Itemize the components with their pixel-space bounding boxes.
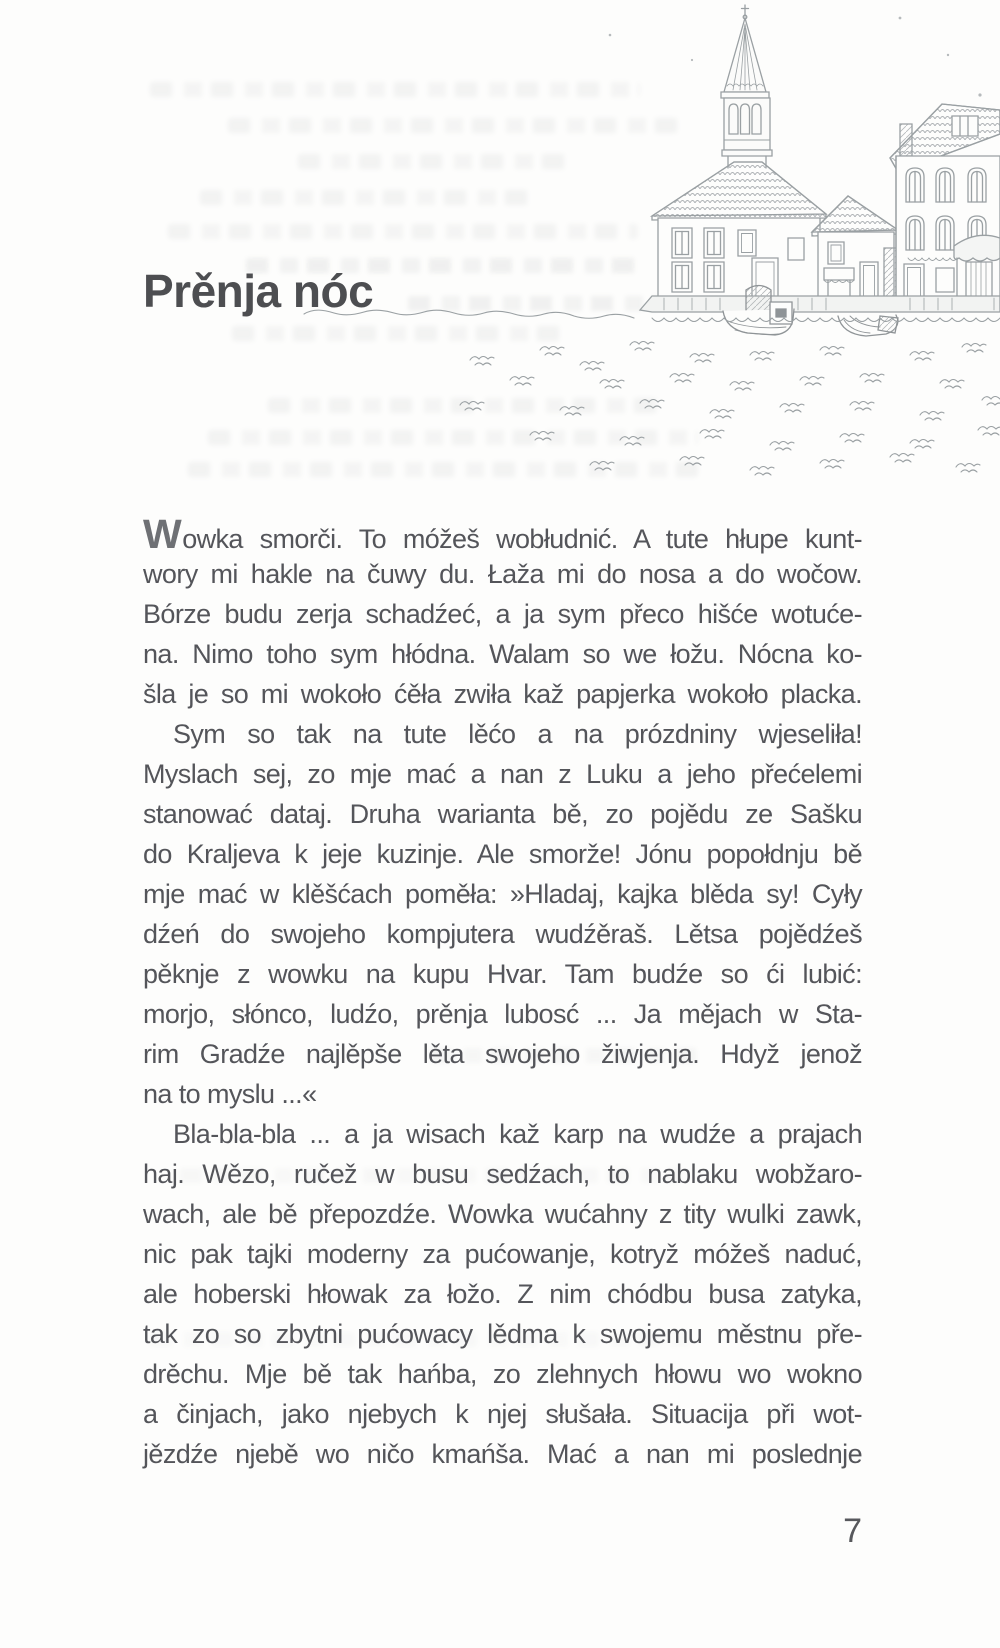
body-line: na to myslu ...« xyxy=(143,1079,317,1109)
body-line: wach, ale bě přepozdźe. Wowka wućahny z tity wulki zawk, xyxy=(143,1199,862,1229)
body-line: tak zo so zbytni pućowacy lědma k swojemu městnu pře- xyxy=(143,1319,862,1349)
church-building xyxy=(652,162,826,298)
quay xyxy=(640,296,1000,312)
body-line: na. Nimo toho sym hłódna. Walam so we łožu. Nócna ko- xyxy=(143,639,862,669)
right-building xyxy=(890,104,1000,298)
body-line: šla je so mi wokoło ćěła zwiła kaž papjerka wokoło placka. xyxy=(143,679,862,709)
speckles xyxy=(609,17,982,97)
body-line: a činjach, jako njebych k njej słušała. Situacija při wot- xyxy=(143,1399,862,1429)
body-line: ale hoberski hłowak za łožo. Z nim chódbu busa zatyka, xyxy=(143,1279,862,1309)
body-line: mje mać w klěšćach poměła: »Hladaj, kajka blěda sy! Cyły xyxy=(143,879,862,909)
harbor-town-illustration xyxy=(300,0,1000,492)
body-line: haj. Wězo, ručež w busu sedźach, to nablaku wobžaro- xyxy=(143,1159,862,1189)
body-line: stanować dataj. Druha warianta bě, zo pojědu ze Sašku xyxy=(143,799,862,829)
body-line: Bórze budu zerja schadźeć, a ja sym přeco hišće wotuće- xyxy=(143,599,862,629)
body-line: rim Gradźe najlěpše lěta swojeho žiwjenja. Hdyž jenož xyxy=(143,1039,862,1069)
chapter-title: Prěnja nóc xyxy=(143,265,374,317)
body-line: nic pak tajki moderny za pućowanje, kotryž móžeš naduć, xyxy=(143,1239,862,1269)
body-line: pěknje z wowku na kupu Hvar. Tam budźe so ći lubić: xyxy=(143,959,862,989)
body-line: do Kraljeva k jeje kuzinje. Ale smorže! Jónu popołdnju bě xyxy=(143,839,862,869)
body-text xyxy=(143,511,862,1474)
middle-house xyxy=(812,196,898,298)
body-line: dźeń do swojeho kompjutera wudźěraš. Lětsa pojědźeš xyxy=(143,919,862,949)
body-line: morjo, słónco, ludźo, prěnja lubosć ... Ja mějach w Sta- xyxy=(143,999,862,1029)
drop-cap: W xyxy=(143,511,182,557)
body-line: Wowka smorči. To móžeš wobłudnić. A tute hłupe kunt- xyxy=(143,511,862,557)
church-tower-icon xyxy=(721,5,772,168)
body-line: wory mi hakle na čuwy du. Łaža mi do nosa a do wočow. xyxy=(143,559,862,589)
waves xyxy=(304,310,1000,475)
body-line: drěchu. Mje bě tak hańba, zo zlehnych hłowu wo wokno xyxy=(143,1359,862,1389)
body-line: Bla-bla-bla ... a ja wisach kaž karp na wudźe a prajach xyxy=(173,1119,862,1149)
body-line: Myslach sej, zo mje mać a nan z Luku a jeho přećelemi xyxy=(143,759,862,789)
body-line: Sym so tak na tute lěćo a na prózdniny wjeseliła! xyxy=(173,719,862,749)
page-number: 7 xyxy=(843,1512,862,1550)
body-line: jězdźe njebě wo ničo kmańša. Mać a nan mi poslednje xyxy=(143,1439,862,1469)
